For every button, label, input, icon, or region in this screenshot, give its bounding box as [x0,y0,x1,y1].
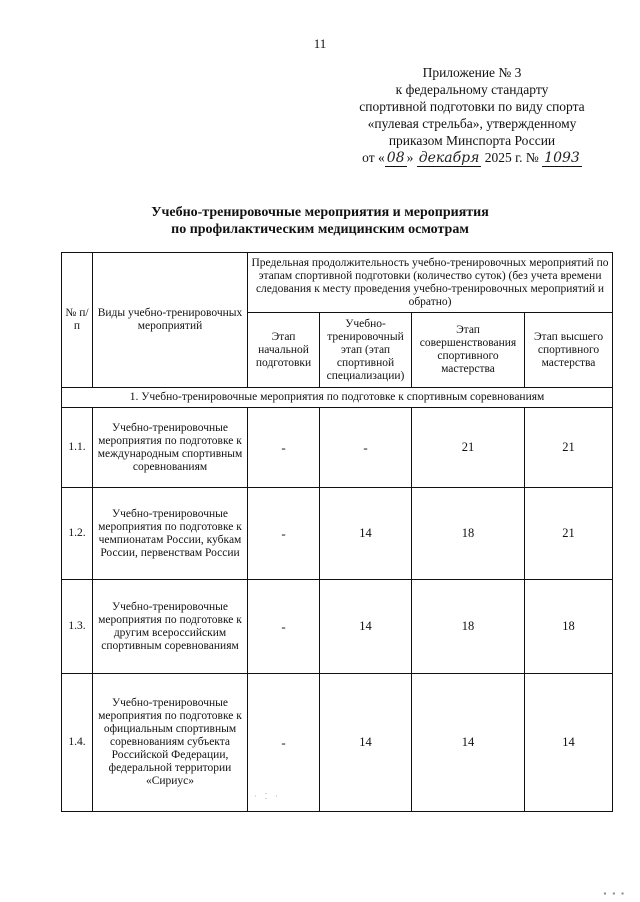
header-kinds: Виды учебно-тренировочных мероприятий [93,253,248,388]
row-stage-initial: - [248,408,320,488]
row-num: 1.4. [62,674,93,812]
row-stage-highest: 18 [525,580,613,674]
order-number: 1093 [544,150,580,166]
row-stage-improvement: 18 [412,488,525,580]
appendix-line-3: спортивной подготовки по виду спорта [359,99,585,114]
header-num: № п/п [62,253,93,388]
table-row [62,580,613,674]
page-number: 11 [313,36,327,51]
appendix-line-1: Приложение № 3 [422,65,522,80]
row-name: Учебно-тренировочные мероприятия по подготовке к другим всероссийским спортивным соревнованиям [93,580,248,674]
date-day: 08 [386,150,405,166]
appendix-line-5: приказом Минспорта России [388,133,556,148]
row-stage-training: 14 [320,674,412,812]
row-num: 1.1. [62,408,93,488]
table-row [62,488,613,580]
row-stage-improvement: 18 [412,580,525,674]
header-stage-training: Учебно-тренировочный этап (этап спортивной специализации) [320,313,412,388]
header-stage-improvement: Этап совершенствования спортивного мастерства [412,313,525,388]
date-day-suffix: » [406,150,414,165]
row-num: 1.2. [62,488,93,580]
title-line-1: Учебно-тренировочные мероприятия и мероприятия [151,205,489,220]
row-stage-highest: 21 [525,488,613,580]
document-title [0,204,640,238]
row-stage-initial: - [248,488,320,580]
row-stage-training: 14 [320,580,412,674]
date-prefix: от « [362,150,385,165]
section-1-heading: 1. Учебно-тренировочные мероприятия по подготовке к спортивным соревнованиям [62,388,613,408]
row-stage-highest: 14 [525,674,613,812]
date-month: декабря [418,150,480,166]
appendix-line-4: «пулевая стрельба», утвержденному [367,116,577,131]
appendix-date-line [342,149,602,167]
table-row [62,674,613,812]
row-name: Учебно-тренировочные мероприятия по подготовке к официальным спортивным соревнованиям субъекта Российской Федерации, федеральной территории «Сириус» [93,674,248,812]
row-stage-initial: - [248,674,320,812]
row-stage-training: 14 [320,488,412,580]
header-stage-initial: Этап начальной подготовки [248,313,320,388]
row-stage-initial: - [248,580,320,674]
events-table [61,252,613,812]
row-name: Учебно-тренировочные мероприятия по подготовке к чемпионатам России, кубкам России, первенствам России [93,488,248,580]
scan-speck: · ⁚ · [254,792,281,801]
row-num: 1.3. [62,580,93,674]
row-stage-improvement: 14 [412,674,525,812]
row-stage-training: - [320,408,412,488]
appendix-line-2: к федеральному стандарту [395,82,549,97]
row-stage-highest: 21 [525,408,613,488]
appendix-block [342,64,602,167]
row-name: Учебно-тренировочные мероприятия по подготовке к международным спортивным соревнованиям [93,408,248,488]
header-duration: Предельная продолжительность учебно-тренировочных мероприятий по этапам спортивной подготовки (количество суток) (без учета времени следования к месту проведения учебно-тренировочных мероприятий и обратно) [248,253,613,313]
scan-corner-mark: ▪ ▪ ▪ [603,889,626,898]
date-year: 2025 г. № [484,150,539,165]
table-row [62,408,613,488]
row-stage-improvement: 21 [412,408,525,488]
title-line-2: по профилактическим медицинским осмотрам [171,222,469,237]
header-stage-highest: Этап высшего спортивного мастерства [525,313,613,388]
